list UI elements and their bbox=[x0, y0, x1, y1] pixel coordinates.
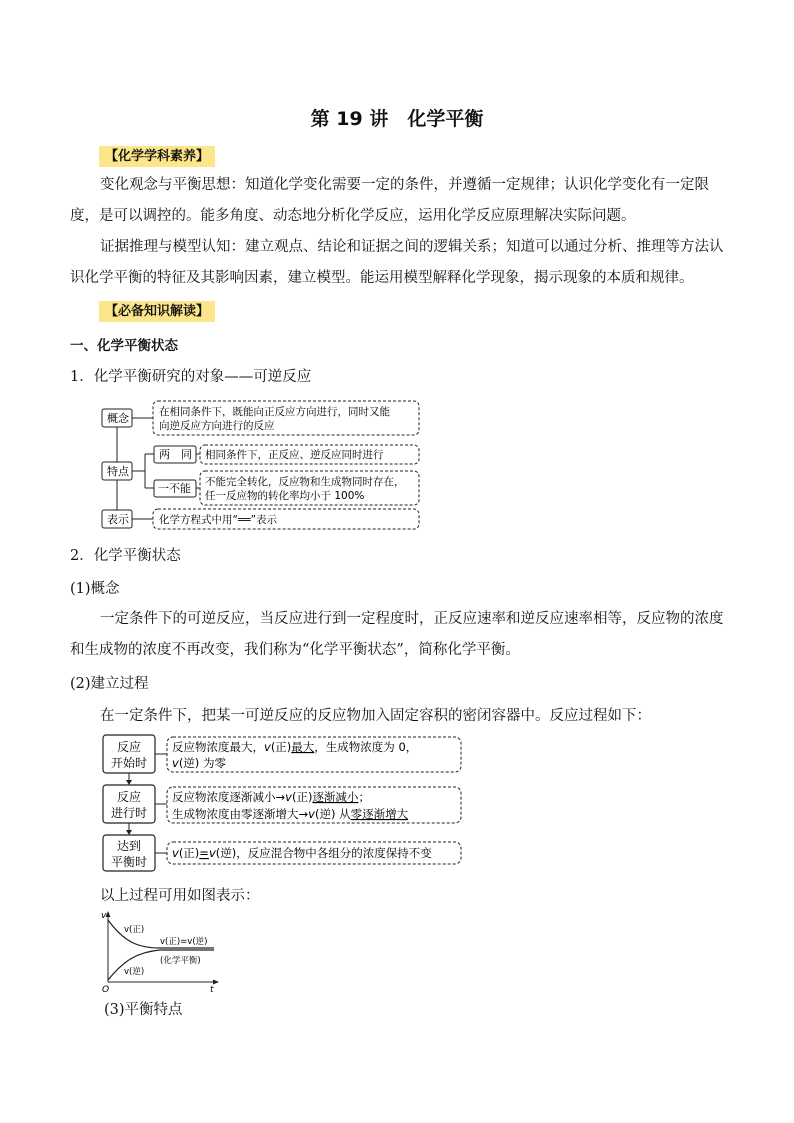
process-intro: 在一定条件下，把某一可逆反应的反应物加入固定容积的密闭容器中。反应过程如下： bbox=[100, 708, 651, 724]
subheading-equilibrium-state: 2．化学平衡状态 bbox=[70, 548, 181, 564]
literacy-paragraph-2: 证据推理与模型认知：建立观点、结论和证据之间的逻辑关系；知道可以通过分析、推理等方法认识化学平衡的特征及其影响因素，建立模型。能运用模型解释化学现象，揭示现象的本质和规律。 bbox=[70, 239, 724, 286]
step-progress-label-1: 反应 bbox=[116, 790, 142, 804]
notation-text: 化学方程式中用“══”表示 bbox=[159, 514, 278, 526]
item-process: (2)建立过程 bbox=[70, 676, 149, 692]
section-tag-knowledge: 【必备知识解读】 bbox=[99, 301, 215, 322]
step-equilibrium-label-2: 平衡时 bbox=[110, 855, 148, 869]
heading-equilibrium-state: 一、化学平衡状态 bbox=[70, 338, 178, 354]
notation-label: 表示 bbox=[107, 513, 129, 526]
step-start-label-1: 反应 bbox=[116, 740, 142, 754]
reverse-rate-label: v(逆) bbox=[124, 967, 145, 977]
equilibrium-label: (化学平衡) bbox=[160, 956, 201, 966]
origin-label: O bbox=[102, 985, 110, 994]
concept-text-line-1: 在相同条件下，既能向正反应方向进行，同时又能 bbox=[159, 406, 390, 418]
step-progress-text-line-2: 生成物浓度由零逐渐增大→v(逆) 从零逐渐增大 bbox=[172, 807, 409, 821]
y-axis-label: v bbox=[101, 911, 107, 921]
item-features: (3)平衡特点 bbox=[104, 1002, 183, 1018]
step-equilibrium-text: v(正)=v(逆)，反应混合物中各组分的浓度保持不变 bbox=[172, 846, 432, 860]
graph-intro: 以上过程可用如图表示： bbox=[100, 888, 260, 904]
not-one-text-line-2: 任一反应物的转化率均小于 100% bbox=[205, 490, 365, 502]
concept-text-line-2: 向逆反应方向进行的反应 bbox=[159, 420, 275, 432]
two-same-text: 相同条件下，正反应、逆反应同时进行 bbox=[205, 449, 384, 461]
item-concept: (1)概念 bbox=[70, 581, 120, 597]
rate-time-graph bbox=[98, 908, 226, 994]
page-title: 第 19 讲 化学平衡 bbox=[310, 108, 484, 130]
forward-rate-label: v(正) bbox=[124, 925, 145, 935]
reversible-reaction-diagram bbox=[98, 396, 424, 536]
step-start-text-line-1: 反应物浓度最大，v(正)最大，生成物浓度为 0， bbox=[172, 740, 418, 754]
step-start-text-line-2: v(逆) 为零 bbox=[172, 756, 226, 770]
literacy-paragraph-1: 变化观念与平衡思想：知道化学变化需要一定的条件，并遵循一定规律；认识化学变化有一定限度，是可以调控的。能多角度、动态地分析化学反应，运用化学反应原理解决实际问题。 bbox=[70, 177, 709, 224]
equilibrium-process-diagram bbox=[100, 732, 466, 872]
concept-label: 概念 bbox=[107, 412, 129, 425]
feature-label: 特点 bbox=[107, 465, 129, 478]
step-start-label-2: 开始时 bbox=[110, 756, 148, 770]
section-tag-literacy: 【化学学科素养】 bbox=[99, 146, 215, 167]
step-equilibrium-label-1: 达到 bbox=[116, 839, 142, 853]
not-one-label: 一不能 bbox=[158, 482, 191, 495]
x-axis-label: t bbox=[210, 985, 214, 994]
not-one-text-line-1: 不能完全转化，反应物和生成物同时存在， bbox=[205, 476, 405, 488]
two-same-label: 两 同 bbox=[159, 448, 192, 461]
subheading-reversible-reaction: 1．化学平衡研究的对象——可逆反应 bbox=[70, 369, 312, 385]
concept-paragraph: 一定条件下的可逆反应，当反应进行到一定程度时，正反应速率和逆反应速率相等，反应物的浓度和生成物的浓度不再改变，我们称为“化学平衡状态”，简称化学平衡。 bbox=[70, 611, 724, 658]
step-progress-label-2: 进行时 bbox=[110, 806, 148, 820]
step-progress-text-line-1: 反应物浓度逐渐减小→v(正)逐渐减小； bbox=[172, 790, 370, 804]
equal-rate-label: v(正)=v(逆) bbox=[160, 937, 208, 947]
